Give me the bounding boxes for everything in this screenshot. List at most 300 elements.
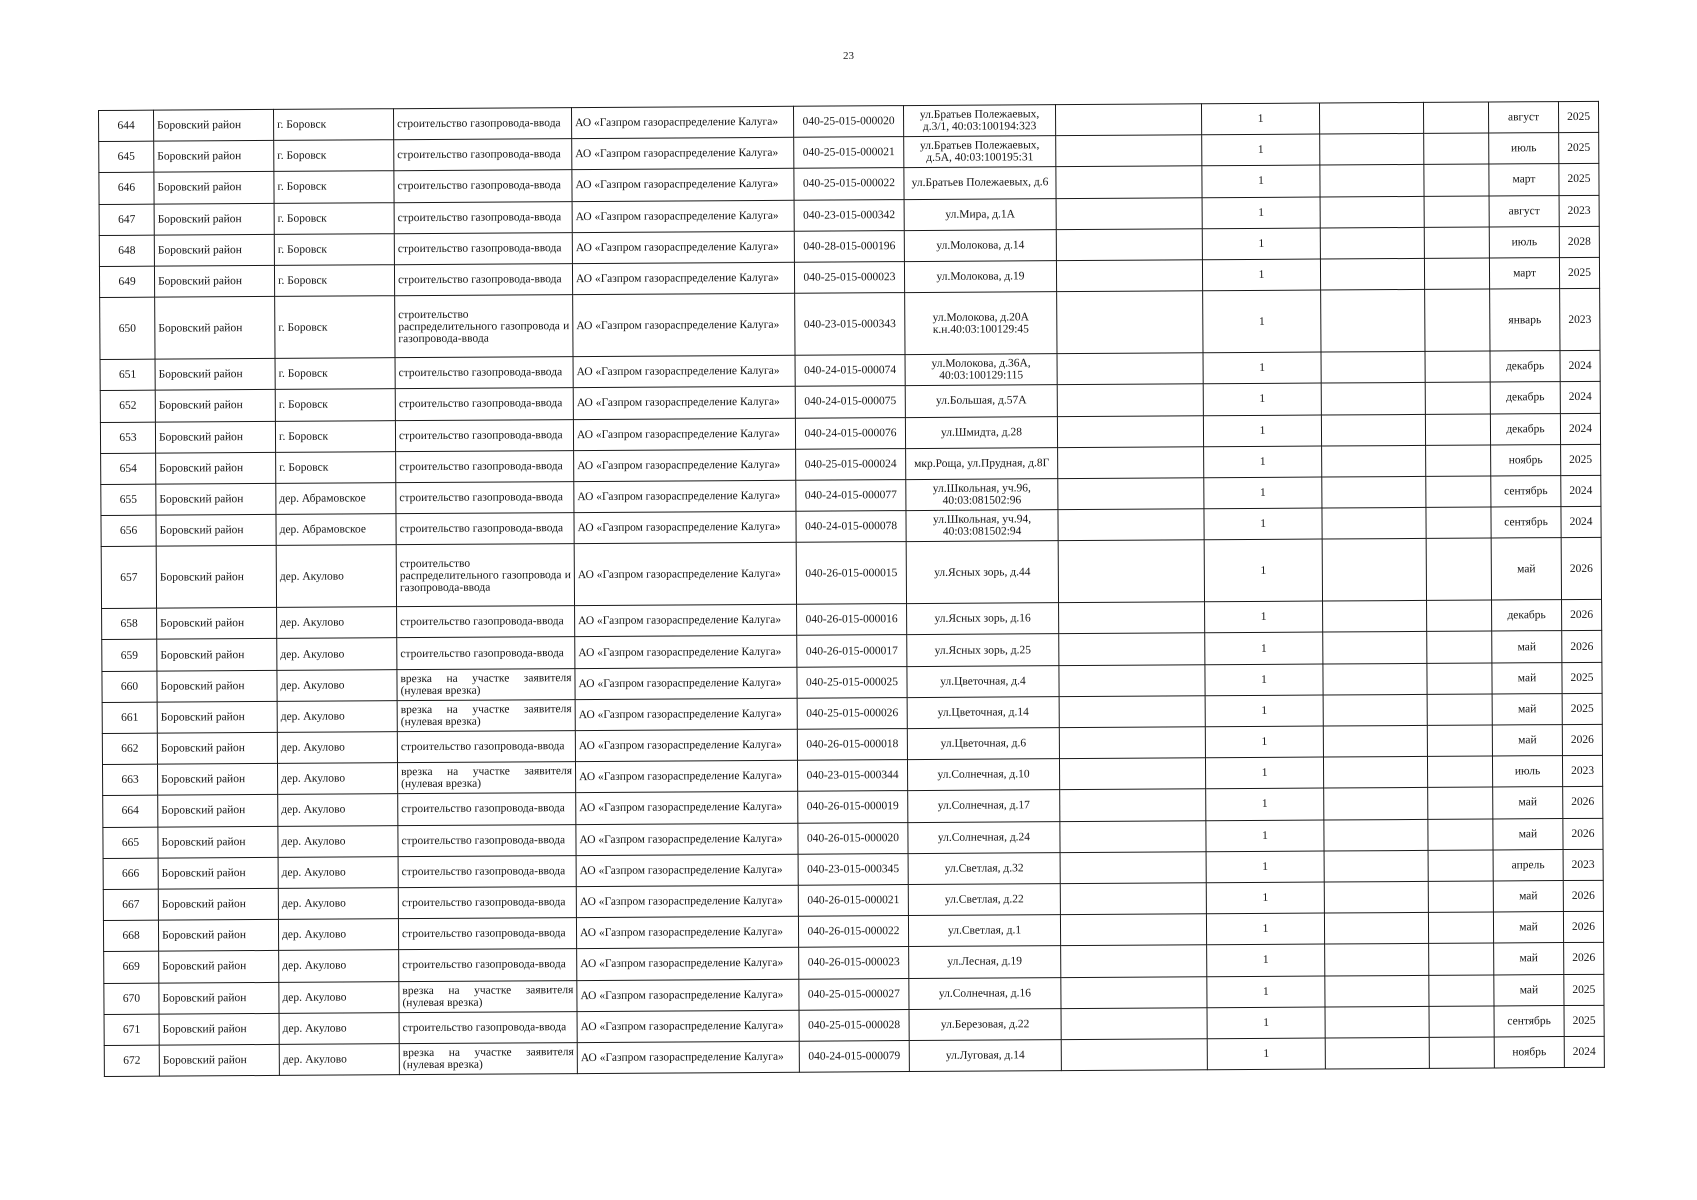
month-cell: декабрь: [1492, 600, 1562, 632]
year-cell: 2024: [1561, 475, 1601, 506]
empty-cell: [1059, 602, 1205, 634]
quantity-cell: 1: [1205, 632, 1323, 664]
row-number: 661: [102, 702, 157, 734]
application-code-cell: 040-24-015-000077: [796, 479, 906, 511]
address-cell: ул.Молокова, д.36А, 40:03:100129:115: [905, 354, 1057, 386]
work-type-cell: строительство газопровода-ввода: [398, 824, 576, 856]
empty-cell: [1323, 632, 1427, 664]
empty-cell: [1428, 850, 1493, 882]
organization-cell: АО «Газпром газораспределение Калуга»: [577, 979, 799, 1012]
year-cell: 2023: [1559, 195, 1599, 226]
empty-cell: [1056, 260, 1202, 292]
empty-cell: [1057, 384, 1203, 416]
row-number: 666: [103, 858, 158, 890]
application-code-cell: 040-25-015-000023: [794, 262, 904, 294]
empty-cell: [1059, 696, 1205, 728]
year-cell: 2023: [1560, 288, 1600, 350]
row-number: 652: [100, 390, 155, 422]
empty-cell: [1325, 1037, 1429, 1069]
district-cell: Боровский район: [158, 826, 278, 858]
empty-cell: [1320, 258, 1424, 290]
application-code-cell: 040-24-015-000076: [795, 417, 905, 449]
empty-cell: [1056, 197, 1202, 229]
settlement-cell: г. Боровск: [274, 202, 394, 234]
row-number: 671: [104, 1014, 159, 1046]
row-number: 646: [99, 173, 154, 205]
empty-cell: [1321, 414, 1425, 446]
year-cell: 2024: [1561, 506, 1601, 537]
month-cell: июль: [1489, 226, 1559, 258]
quantity-cell: 1: [1203, 352, 1321, 384]
quantity-cell: 1: [1206, 851, 1324, 883]
address-cell: ул.Цветочная, д.14: [907, 696, 1059, 728]
organization-cell: АО «Газпром газораспределение Калуга»: [576, 854, 798, 887]
application-code-cell: 040-26-015-000015: [796, 542, 906, 605]
month-cell: май: [1493, 881, 1563, 913]
settlement-cell: дер. Акулово: [277, 669, 397, 701]
quantity-cell: 1: [1205, 726, 1323, 758]
month-cell: сентябрь: [1494, 1005, 1564, 1037]
row-number: 663: [102, 764, 157, 796]
organization-cell: АО «Газпром газораспределение Калуга»: [571, 106, 793, 139]
organization-cell: АО «Газпром газораспределение Калуга»: [572, 137, 794, 170]
year-cell: 2026: [1562, 724, 1602, 755]
page-number: 23: [843, 50, 854, 62]
year-cell: 2026: [1563, 818, 1603, 849]
settlement-cell: дер. Акулово: [278, 794, 398, 826]
organization-cell: АО «Газпром газораспределение Калуга»: [576, 885, 798, 918]
empty-cell: [1423, 102, 1488, 134]
empty-cell: [1427, 600, 1492, 632]
address-cell: ул.Солнечная, д.17: [908, 790, 1060, 822]
work-type-cell: строительство газопровода-ввода: [398, 793, 576, 825]
empty-cell: [1319, 102, 1423, 134]
application-code-cell: 040-28-015-000196: [794, 230, 904, 262]
row-number: 648: [99, 235, 154, 267]
empty-cell: [1425, 382, 1490, 414]
district-cell: Боровский район: [157, 608, 277, 640]
empty-cell: [1055, 104, 1201, 136]
application-code-cell: 040-25-015-000025: [797, 666, 907, 698]
empty-cell: [1321, 383, 1425, 415]
organization-cell: АО «Газпром газораспределение Калуга»: [572, 200, 794, 233]
address-cell: ул.Ясных зорь, д.25: [907, 634, 1059, 666]
empty-cell: [1320, 134, 1424, 166]
empty-cell: [1425, 351, 1490, 383]
work-type-cell: врезка на участке заявителя (нулевая врезка): [397, 699, 575, 731]
district-cell: Боровский район: [158, 888, 278, 920]
work-type-cell: строительство газопровода-ввода: [398, 855, 576, 887]
empty-cell: [1060, 789, 1206, 821]
month-cell: январь: [1490, 289, 1560, 351]
address-cell: ул.Солнечная, д.24: [908, 821, 1060, 853]
district-cell: Боровский район: [159, 951, 279, 983]
empty-cell: [1428, 912, 1493, 944]
quantity-cell: 1: [1205, 664, 1323, 696]
row-number: 662: [102, 733, 157, 765]
settlement-cell: дер. Акулово: [278, 856, 398, 888]
empty-cell: [1059, 727, 1205, 759]
empty-cell: [1429, 1037, 1494, 1069]
row-number: 665: [103, 827, 158, 859]
organization-cell: АО «Газпром газораспределение Калуга»: [572, 169, 794, 202]
address-cell: ул.Братьев Полежаевых, д.5А, 40:03:100195:31: [904, 136, 1056, 168]
district-cell: Боровский район: [155, 297, 275, 360]
organization-cell: АО «Газпром газораспределение Калуга»: [573, 355, 795, 388]
district-cell: Боровский район: [154, 234, 274, 266]
empty-cell: [1427, 631, 1492, 663]
year-cell: 2024: [1564, 1036, 1604, 1067]
address-cell: ул.Школьная, уч.96, 40:03:081502:96: [906, 479, 1058, 511]
year-cell: 2025: [1564, 974, 1604, 1005]
empty-cell: [1325, 975, 1429, 1007]
work-type-cell: строительство газопровода-ввода: [395, 388, 573, 420]
quantity-cell: 1: [1206, 820, 1324, 852]
empty-cell: [1061, 976, 1207, 1008]
work-type-cell: строительство газопровода-ввода: [394, 232, 572, 264]
address-cell: ул.Школьная, уч.94, 40:03:081502:94: [906, 510, 1058, 542]
month-cell: май: [1492, 693, 1562, 725]
quantity-cell: 1: [1206, 913, 1324, 945]
year-cell: 2025: [1561, 444, 1601, 475]
district-cell: Боровский район: [159, 982, 279, 1014]
empty-cell: [1322, 445, 1426, 477]
empty-cell: [1322, 539, 1426, 602]
empty-cell: [1323, 694, 1427, 726]
empty-cell: [1322, 476, 1426, 508]
quantity-cell: 1: [1201, 103, 1319, 135]
year-cell: 2023: [1562, 756, 1602, 787]
work-type-cell: строительство газопровода-ввода: [396, 513, 574, 545]
address-cell: ул.Солнечная, д.10: [907, 759, 1059, 791]
quantity-cell: 1: [1202, 259, 1320, 291]
year-cell: 2026: [1564, 943, 1604, 974]
organization-cell: АО «Газпром газораспределение Калуга»: [572, 262, 794, 295]
empty-cell: [1323, 725, 1427, 757]
organization-cell: АО «Газпром газораспределение Калуга»: [577, 948, 799, 981]
settlement-cell: дер. Акулово: [276, 545, 396, 608]
year-cell: 2024: [1560, 350, 1600, 381]
quantity-cell: 1: [1203, 290, 1321, 353]
organization-cell: АО «Газпром газораспределение Калуга»: [573, 293, 795, 356]
empty-cell: [1322, 507, 1426, 539]
month-cell: май: [1491, 538, 1561, 600]
quantity-cell: 1: [1202, 134, 1320, 166]
quantity-cell: 1: [1204, 446, 1322, 478]
empty-cell: [1057, 353, 1203, 385]
work-type-cell: строительство газопровода-ввода: [399, 1011, 577, 1043]
district-cell: Боровский район: [154, 203, 274, 235]
work-type-cell: строительство газопровода-ввода: [395, 357, 573, 389]
year-cell: 2026: [1562, 600, 1602, 631]
year-cell: 2025: [1559, 164, 1599, 195]
quantity-cell: 1: [1204, 508, 1322, 540]
empty-cell: [1057, 291, 1203, 354]
district-cell: Боровский район: [155, 359, 275, 391]
empty-cell: [1424, 164, 1489, 196]
empty-cell: [1321, 290, 1425, 353]
settlement-cell: г. Боровск: [273, 109, 393, 141]
year-cell: 2026: [1561, 538, 1601, 600]
row-number: 660: [102, 671, 157, 703]
row-number: 659: [102, 640, 157, 672]
district-cell: Боровский район: [158, 920, 278, 952]
year-cell: 2025: [1559, 257, 1599, 288]
district-cell: Боровский район: [154, 265, 274, 297]
row-number: 670: [104, 983, 159, 1015]
month-cell: август: [1489, 195, 1559, 227]
district-cell: Боровский район: [158, 795, 278, 827]
row-number: 654: [101, 453, 156, 485]
month-cell: май: [1493, 787, 1563, 819]
empty-cell: [1059, 664, 1205, 696]
year-cell: 2026: [1562, 631, 1602, 662]
organization-cell: АО «Газпром газораспределение Калуга»: [574, 480, 796, 513]
empty-cell: [1325, 944, 1429, 976]
empty-cell: [1428, 819, 1493, 851]
address-cell: ул.Светлая, д.1: [908, 915, 1060, 947]
row-number: 672: [104, 1045, 159, 1077]
settlement-cell: дер. Акулово: [277, 700, 397, 732]
quantity-cell: 1: [1206, 788, 1324, 820]
row-number: 664: [103, 796, 158, 828]
empty-cell: [1325, 1006, 1429, 1038]
row-number: 650: [100, 297, 155, 359]
empty-cell: [1427, 756, 1492, 788]
organization-cell: АО «Газпром газораспределение Калуга»: [573, 418, 795, 451]
work-type-cell: строительство газопровода-ввода: [396, 450, 574, 482]
table-row: [100, 288, 1600, 359]
empty-cell: [1428, 787, 1493, 819]
settlement-cell: дер. Акулово: [278, 825, 398, 857]
empty-cell: [1428, 881, 1493, 913]
address-cell: ул.Большая, д.57А: [905, 385, 1057, 417]
work-type-cell: строительство газопровода-ввода: [394, 139, 572, 171]
work-type-cell: строительство распределительного газопровода и газопровода-ввода: [395, 295, 573, 358]
empty-cell: [1323, 757, 1427, 789]
year-cell: 2024: [1560, 382, 1600, 413]
district-cell: Боровский район: [159, 1044, 279, 1076]
empty-cell: [1059, 633, 1205, 665]
work-type-cell: врезка на участке заявителя (нулевая врезка): [397, 762, 575, 794]
application-code-cell: 040-24-015-000079: [799, 1040, 909, 1072]
application-code-cell: 040-25-015-000022: [794, 168, 904, 200]
application-code-cell: 040-23-015-000344: [797, 760, 907, 792]
settlement-cell: г. Боровск: [275, 296, 395, 359]
empty-cell: [1424, 196, 1489, 228]
empty-cell: [1060, 914, 1206, 946]
quantity-cell: 1: [1205, 695, 1323, 727]
address-cell: ул.Светлая, д.22: [908, 884, 1060, 916]
empty-cell: [1320, 165, 1424, 197]
address-cell: ул.Лесная, д.19: [909, 946, 1061, 978]
month-cell: июль: [1489, 133, 1559, 165]
month-cell: сентябрь: [1491, 475, 1561, 507]
application-code-cell: 040-26-015-000022: [798, 916, 908, 948]
work-type-cell: врезка на участке заявителя (нулевая врезка): [399, 980, 577, 1012]
application-code-cell: 040-24-015-000075: [795, 386, 905, 418]
address-cell: ул.Березовая, д.22: [909, 1008, 1061, 1040]
empty-cell: [1426, 476, 1491, 508]
month-cell: август: [1488, 102, 1558, 134]
empty-cell: [1061, 945, 1207, 977]
settlement-cell: дер. Абрамовское: [276, 483, 396, 515]
address-cell: ул.Ясных зорь, д.44: [906, 541, 1058, 604]
application-code-cell: 040-25-015-000028: [799, 1009, 909, 1041]
empty-cell: [1060, 851, 1206, 883]
empty-cell: [1060, 883, 1206, 915]
empty-cell: [1426, 507, 1491, 539]
organization-cell: АО «Газпром газораспределение Калуга»: [574, 449, 796, 482]
year-cell: 2026: [1563, 880, 1603, 911]
organization-cell: АО «Газпром газораспределение Калуга»: [575, 667, 797, 700]
district-cell: Боровский район: [154, 109, 274, 141]
work-type-cell: строительство газопровода-ввода: [398, 887, 576, 919]
empty-cell: [1429, 943, 1494, 975]
organization-cell: АО «Газпром газораспределение Калуга»: [575, 760, 797, 793]
row-number: 647: [99, 204, 154, 236]
empty-cell: [1425, 289, 1490, 351]
application-code-cell: 040-26-015-000016: [797, 604, 907, 636]
empty-cell: [1058, 509, 1204, 541]
address-cell: ул.Мира, д.1А: [904, 198, 1056, 230]
work-type-cell: строительство газопровода-ввода: [394, 201, 572, 233]
work-type-cell: строительство газопровода-ввода: [397, 606, 575, 638]
work-type-cell: строительство газопровода-ввода: [395, 419, 573, 451]
organization-cell: АО «Газпром газораспределение Калуга»: [576, 792, 798, 825]
empty-cell: [1321, 352, 1425, 384]
quantity-cell: 1: [1207, 1007, 1325, 1039]
year-cell: 2028: [1559, 226, 1599, 257]
row-number: 668: [103, 920, 158, 952]
quantity-cell: 1: [1202, 197, 1320, 229]
work-type-cell: строительство газопровода-ввода: [397, 637, 575, 669]
empty-cell: [1324, 850, 1428, 882]
month-cell: май: [1493, 818, 1563, 850]
settlement-cell: дер. Акулово: [278, 888, 398, 920]
address-cell: ул.Солнечная, д.16: [909, 977, 1061, 1009]
quantity-cell: 1: [1203, 415, 1321, 447]
year-cell: 2025: [1558, 101, 1598, 132]
empty-cell: [1429, 974, 1494, 1006]
month-cell: май: [1494, 974, 1564, 1006]
application-code-cell: 040-26-015-000017: [797, 635, 907, 667]
settlement-cell: дер. Акулово: [279, 1044, 399, 1076]
application-code-cell: 040-25-015-000026: [797, 697, 907, 729]
application-code-cell: 040-26-015-000023: [799, 947, 909, 979]
district-cell: Боровский район: [157, 764, 277, 796]
row-number: 658: [102, 608, 157, 640]
empty-cell: [1059, 758, 1205, 790]
year-cell: 2025: [1559, 133, 1599, 164]
row-number: 669: [104, 951, 159, 983]
settlement-cell: дер. Акулово: [279, 950, 399, 982]
empty-cell: [1060, 820, 1206, 852]
quantity-cell: 1: [1205, 601, 1323, 633]
month-cell: май: [1492, 662, 1562, 694]
address-cell: ул.Молокова, д.14: [904, 229, 1056, 261]
district-cell: Боровский район: [155, 390, 275, 422]
settlement-cell: дер. Акулово: [277, 763, 397, 795]
row-number: 649: [99, 266, 154, 298]
address-cell: ул.Братьев Полежаевых, д.6: [904, 167, 1056, 199]
quantity-cell: 1: [1207, 944, 1325, 976]
month-cell: декабрь: [1490, 351, 1560, 383]
organization-cell: АО «Газпром газораспределение Калуга»: [572, 231, 794, 264]
settlement-cell: г. Боровск: [275, 389, 395, 421]
month-cell: декабрь: [1490, 413, 1560, 445]
year-cell: 2026: [1563, 911, 1603, 942]
empty-cell: [1058, 540, 1204, 603]
quantity-cell: 1: [1206, 882, 1324, 914]
address-cell: мкр.Роща, ул.Прудная, д.8Г: [906, 447, 1058, 479]
quantity-cell: 1: [1207, 976, 1325, 1008]
empty-cell: [1427, 694, 1492, 726]
district-cell: Боровский район: [158, 857, 278, 889]
work-type-cell: строительство газопровода-ввода: [396, 481, 574, 513]
work-type-cell: врезка на участке заявителя (нулевая врезка): [397, 668, 575, 700]
empty-cell: [1323, 663, 1427, 695]
year-cell: 2025: [1564, 1005, 1604, 1036]
application-code-cell: 040-23-015-000342: [794, 199, 904, 231]
empty-cell: [1424, 133, 1489, 165]
organization-cell: АО «Газпром газораспределение Калуга»: [576, 916, 798, 949]
application-code-cell: 040-24-015-000078: [796, 511, 906, 543]
month-cell: май: [1494, 943, 1564, 975]
empty-cell: [1061, 1007, 1207, 1039]
application-code-cell: 040-23-015-000345: [798, 853, 908, 885]
empty-cell: [1324, 788, 1428, 820]
empty-cell: [1426, 538, 1491, 600]
organization-cell: АО «Газпром газораспределение Калуга»: [574, 511, 796, 544]
empty-cell: [1426, 445, 1491, 477]
empty-cell: [1424, 258, 1489, 290]
empty-cell: [1429, 1006, 1494, 1038]
district-cell: Боровский район: [156, 514, 276, 546]
table-row: [101, 538, 1601, 609]
district-cell: Боровский район: [154, 172, 274, 204]
quantity-cell: 1: [1203, 383, 1321, 415]
empty-cell: [1323, 601, 1427, 633]
address-cell: ул.Молокова, д.19: [904, 261, 1056, 293]
settlement-cell: дер. Акулово: [277, 607, 397, 639]
registry-body: [99, 101, 1605, 1076]
quantity-cell: 1: [1205, 757, 1323, 789]
settlement-cell: дер. Акулово: [278, 919, 398, 951]
settlement-cell: г. Боровск: [274, 171, 394, 203]
quantity-cell: 1: [1207, 1038, 1325, 1070]
month-cell: май: [1492, 725, 1562, 757]
empty-cell: [1427, 725, 1492, 757]
organization-cell: АО «Газпром газораспределение Калуга»: [577, 1010, 799, 1043]
settlement-cell: дер. Акулово: [277, 638, 397, 670]
district-cell: Боровский район: [157, 732, 277, 764]
year-cell: 2026: [1563, 787, 1603, 818]
work-type-cell: строительство газопровода-ввода: [397, 731, 575, 763]
settlement-cell: дер. Абрамовское: [276, 514, 396, 546]
application-code-cell: 040-26-015-000021: [798, 885, 908, 917]
organization-cell: АО «Газпром газораспределение Калуга»: [576, 823, 798, 856]
quantity-cell: 1: [1202, 228, 1320, 260]
empty-cell: [1056, 166, 1202, 198]
settlement-cell: дер. Акулово: [279, 981, 399, 1013]
settlement-cell: дер. Акулово: [277, 732, 397, 764]
district-cell: Боровский район: [157, 701, 277, 733]
address-cell: ул.Светлая, д.32: [908, 852, 1060, 884]
empty-cell: [1058, 478, 1204, 510]
application-code-cell: 040-25-015-000027: [799, 978, 909, 1010]
empty-cell: [1320, 196, 1424, 228]
